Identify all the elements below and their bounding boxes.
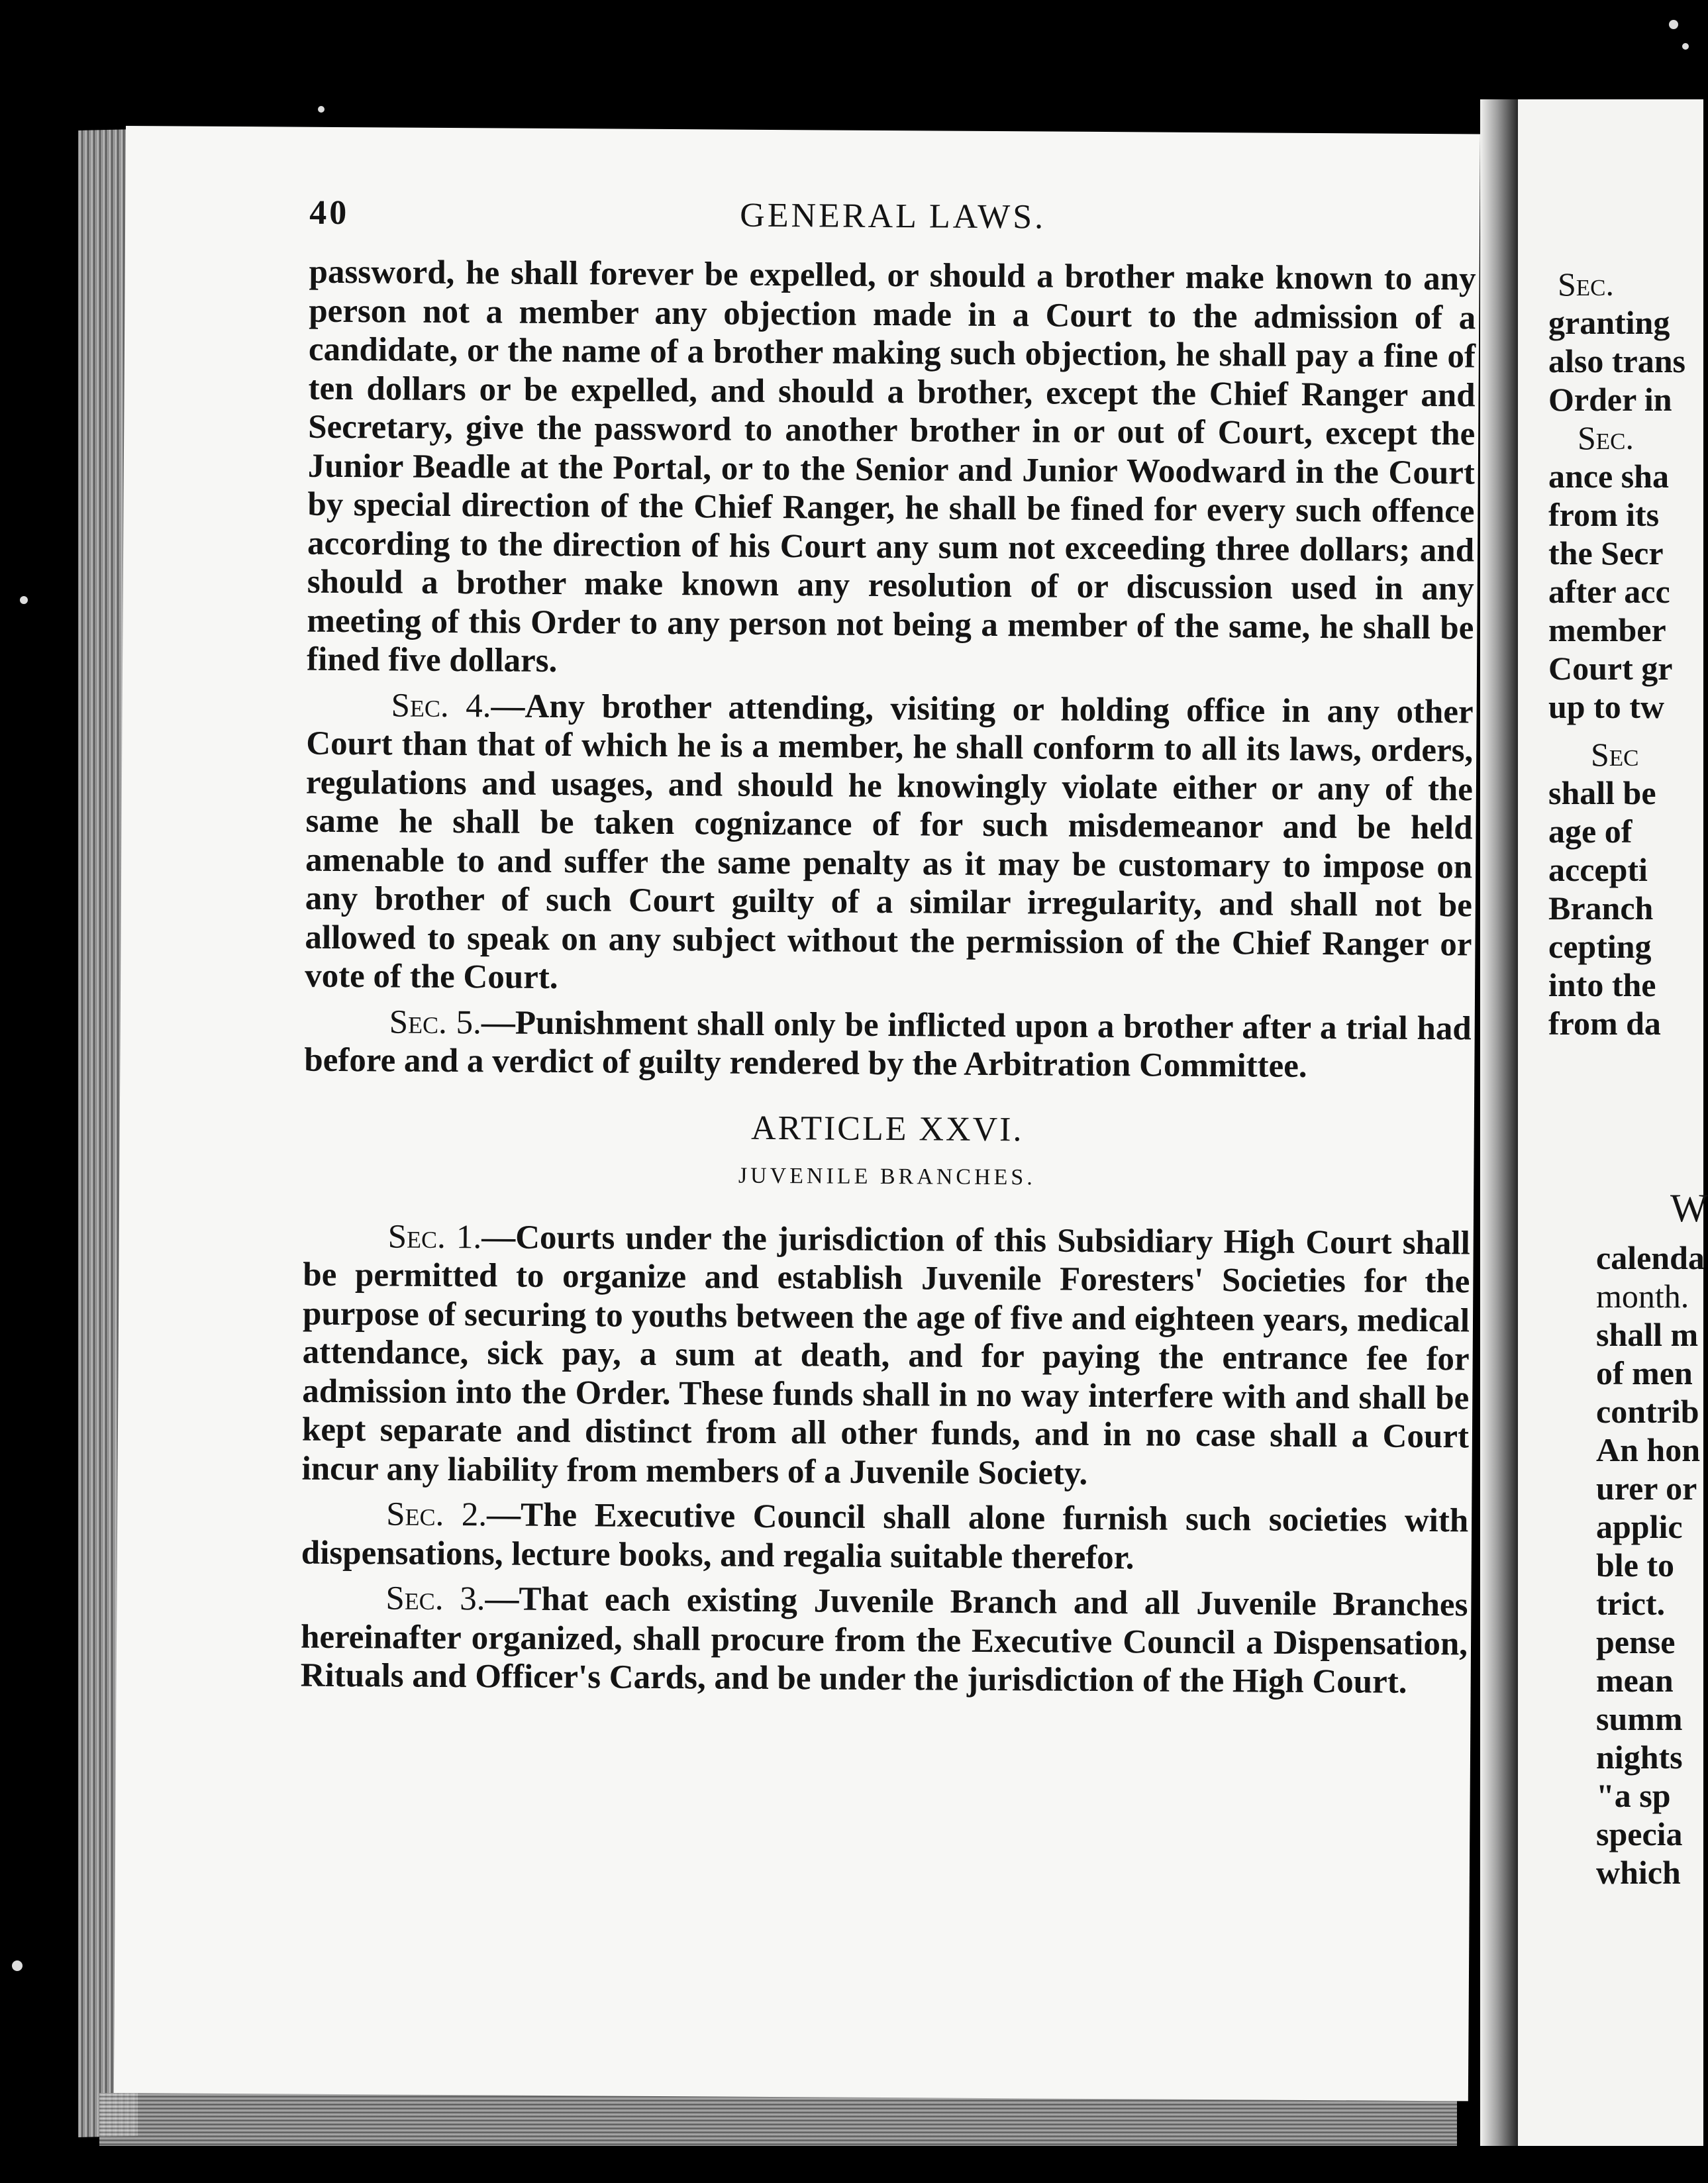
facing-line: "a sp bbox=[1596, 1777, 1671, 1814]
facing-line: cepting bbox=[1548, 928, 1652, 965]
facing-line: calenda bbox=[1596, 1239, 1705, 1276]
facing-line: W bbox=[1670, 1186, 1708, 1230]
film-speck bbox=[20, 596, 28, 604]
facing-line: Sec. bbox=[1578, 419, 1634, 456]
article-section-3-paragraph bbox=[301, 1579, 1468, 1702]
facing-line: contrib bbox=[1596, 1393, 1699, 1430]
facing-line: from da bbox=[1548, 1005, 1661, 1042]
section-5-paragraph bbox=[304, 1002, 1472, 1087]
facing-line: granting bbox=[1548, 304, 1670, 341]
section-label: Sec. 1. bbox=[387, 1217, 482, 1256]
facing-line: specia bbox=[1596, 1815, 1683, 1853]
article-section-1-paragraph bbox=[301, 1217, 1470, 1495]
film-speck bbox=[1682, 43, 1689, 50]
facing-line: An hon bbox=[1596, 1431, 1701, 1468]
running-head bbox=[309, 193, 1477, 260]
facing-line: up to tw bbox=[1548, 688, 1665, 725]
page-number: 40 bbox=[309, 193, 350, 232]
film-speck bbox=[12, 1960, 23, 1971]
facing-line: the Secr bbox=[1548, 534, 1664, 572]
facing-line: from its bbox=[1548, 496, 1660, 533]
facing-line: ble to bbox=[1596, 1547, 1675, 1584]
article-subheading: JUVENILE BRANCHES. bbox=[738, 1163, 1036, 1190]
section-text: —Punishment shall only be inflicted upon a brother after a trial had before and a verdict of guilty rendered by the Arbitration Committee. bbox=[304, 1003, 1472, 1085]
section-label: Sec. 4. bbox=[391, 686, 491, 725]
section-text: —The Executive Council shall alone furnish such societies with dispensations, lecture books, and regalia suitable therefor. bbox=[301, 1496, 1469, 1576]
facing-line: month. bbox=[1596, 1278, 1689, 1315]
facing-line: Sec bbox=[1591, 736, 1639, 773]
body-text bbox=[301, 253, 1476, 1702]
section-label: Sec. 2. bbox=[386, 1496, 487, 1534]
facing-line: ance sha bbox=[1548, 458, 1669, 495]
section-label: Sec. 3. bbox=[385, 1580, 485, 1618]
facing-page bbox=[1518, 99, 1708, 2146]
facing-line: summ bbox=[1596, 1700, 1683, 1737]
opening-paragraph: password, he shall forever be expelled, or should a brother make known to any person not a member any objection made in a Court to the admission of a candidate, or the name of a brother making such objection, he shall pay a fine of ten dollars or be expelled, and should a brother, except the Chief Ranger and Secretary, give the password to another brother in or out of Court, except the Junior Beadle at the Portal, or to the Senior and Junior Woodward in the Court by special direction of the Chief Ranger, he shall be fined for every such offence according to the direction of his Court any sum not exceeding three dollars; and should a brother make known any resolution of or discussion used in any meeting of this Order to any person not being a member of the same, he shall be fined five dollars. bbox=[306, 253, 1476, 680]
article-section-2-paragraph bbox=[301, 1495, 1469, 1580]
section-text: —That each existing Juvenile Branch and all Juvenile Branches hereinafter organized, shall procure from the Executive Council a Dispensation, Rituals and Officer's Cards, and be under the jurisdiction of the High Court. bbox=[300, 1580, 1468, 1701]
film-speck bbox=[1669, 20, 1678, 29]
film-speck bbox=[318, 106, 325, 113]
facing-line: urer or bbox=[1596, 1470, 1697, 1507]
facing-line: of men bbox=[1596, 1354, 1693, 1392]
section-4-paragraph bbox=[305, 685, 1474, 1003]
book-page bbox=[114, 126, 1480, 2101]
section-text: —Courts under the jurisdiction of this Subsidiary High Court shall be permitted to organize and establish Juvenile Foresters' Societies for the purpose of securing to youths between the age of five and eighteen years, medical attendance, sick pay, a sum at death, and for paying the entrance fee for admission into the Order. These funds shall in no way interfere with and shall be kept separate and distinct from all other funds, and in no case shall a Court incur any liability from members of a Juvenile Society. bbox=[301, 1218, 1470, 1492]
facing-line: applic bbox=[1596, 1508, 1683, 1545]
facing-line: pense bbox=[1596, 1623, 1676, 1660]
facing-line: member bbox=[1548, 611, 1666, 648]
facing-line: Branch bbox=[1548, 889, 1654, 927]
article-heading: ARTICLE XXVI. bbox=[750, 1109, 1024, 1148]
facing-line: age of bbox=[1548, 813, 1633, 850]
facing-line: Order in bbox=[1548, 381, 1672, 418]
running-title: GENERAL LAWS. bbox=[740, 196, 1046, 236]
facing-line: shall m bbox=[1596, 1316, 1699, 1353]
facing-line: into the bbox=[1548, 966, 1656, 1003]
facing-line: which bbox=[1596, 1854, 1681, 1891]
facing-line: shall be bbox=[1548, 774, 1656, 811]
facing-line: after acc bbox=[1548, 573, 1670, 610]
facing-line: mean bbox=[1596, 1662, 1674, 1699]
section-text: —Any brother attending, visiting or holding office in any other Court than that of which he is a member, he shall conform to all its laws, orders, regulations and usages, and should he knowingly violate either or any of the same he shall be taken cognizance of for such misdemeanor and be held amenable to and suffer the same penalty as it may be customary to impose on any brother of such Court guilty of a similar irregularity, and shall not be allowed to speak on any subject without the permission of the Chief Ranger or vote of the Court. bbox=[304, 687, 1474, 997]
facing-line: trict. bbox=[1596, 1585, 1666, 1622]
facing-line: nights bbox=[1596, 1739, 1683, 1776]
page-bottom-edge bbox=[99, 2093, 1457, 2146]
facing-line: accepti bbox=[1548, 851, 1648, 888]
facing-line: Sec. bbox=[1558, 266, 1615, 303]
facing-line: also trans bbox=[1548, 342, 1685, 380]
section-label: Sec. 5. bbox=[389, 1003, 482, 1041]
page-content bbox=[301, 193, 1477, 1702]
facing-line: Court gr bbox=[1548, 650, 1673, 687]
book-gutter bbox=[1480, 99, 1520, 2146]
